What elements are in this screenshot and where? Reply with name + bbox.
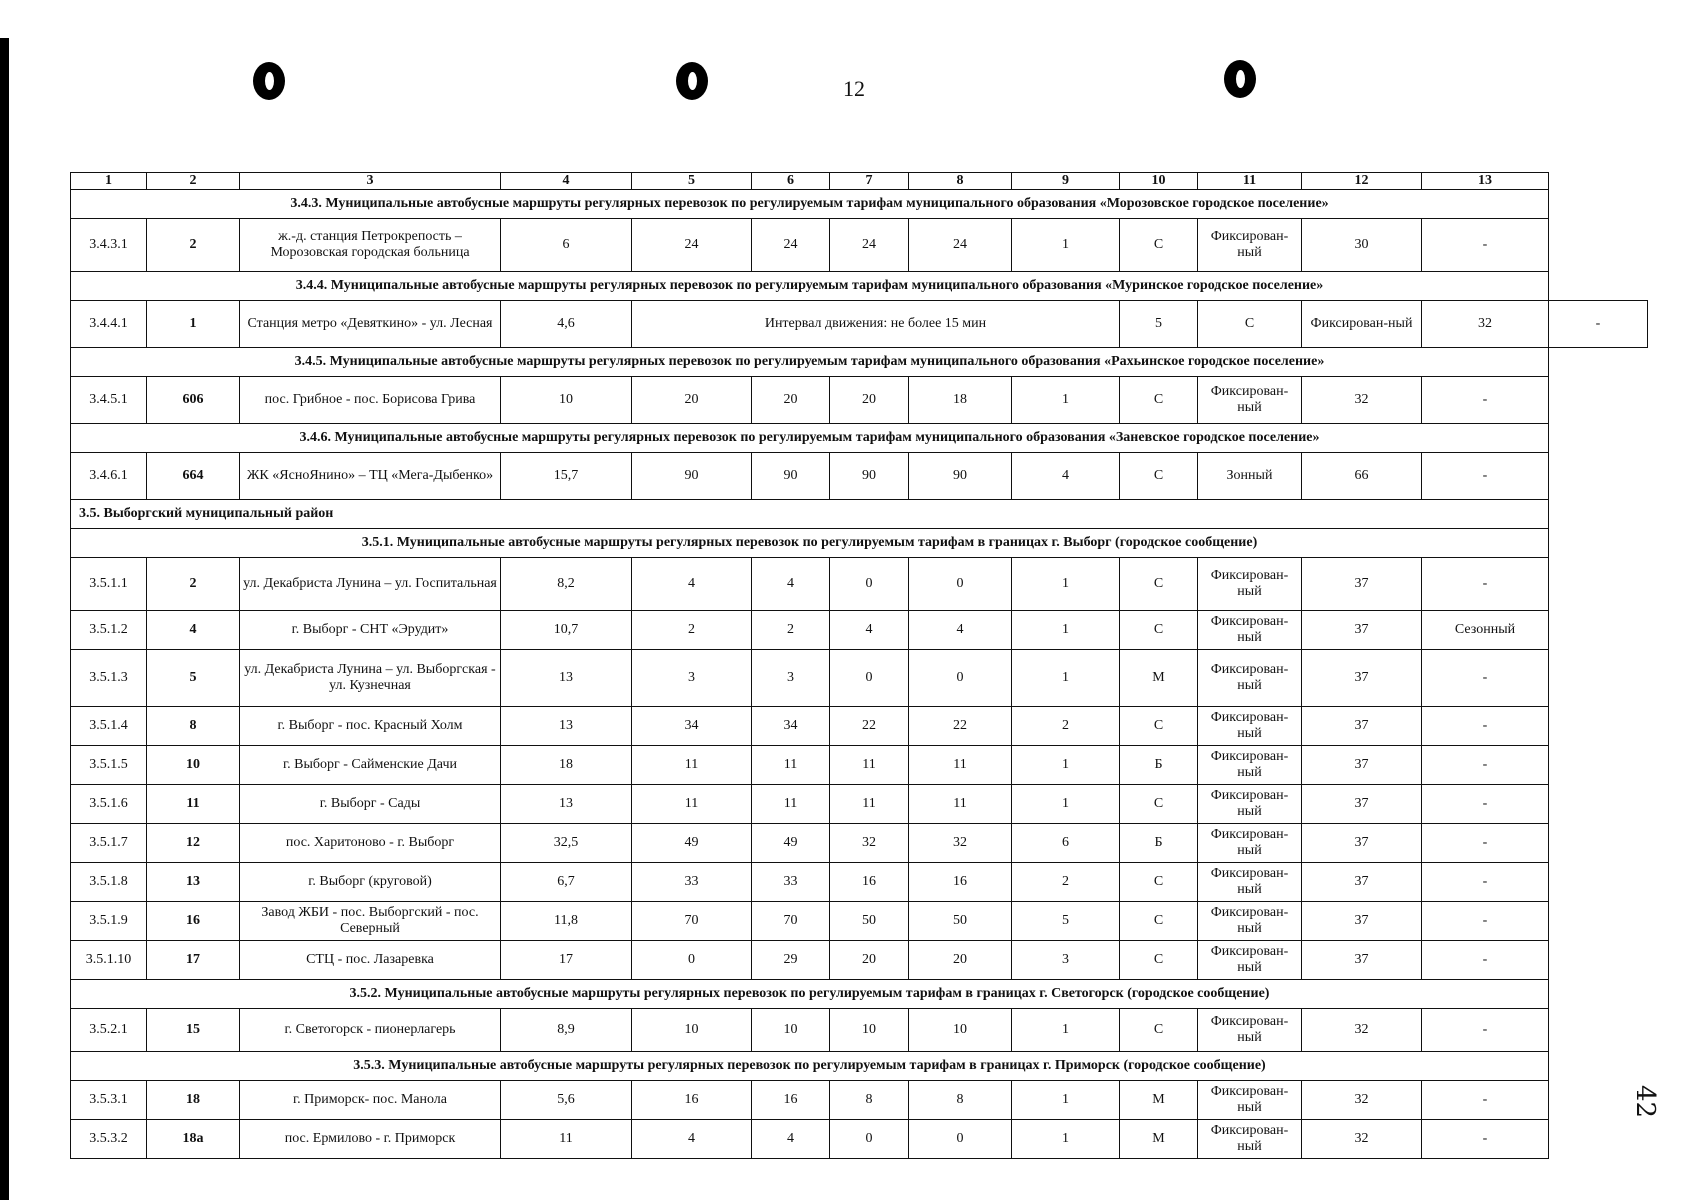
fare: 32 [1302,1081,1422,1120]
column-number-row [71,173,1648,190]
route-number: 2 [147,558,240,611]
cell-col-7: 90 [830,453,909,500]
route-name: СТЦ - пос. Лазаревка [240,941,501,980]
section-heading: 3.5.2. Муниципальные автобусные маршруты регулярных перевозок по регулируемым тарифам в границах г. Светогорск (городское сообщение) [71,980,1549,1009]
cell-col-5: 34 [632,707,752,746]
cell-col-7: 10 [830,1009,909,1052]
remark: - [1422,558,1549,611]
route-number: 17 [147,941,240,980]
route-row [71,1009,1648,1052]
cell-col-5: 0 [632,941,752,980]
route-name: г. Выборг - Сады [240,785,501,824]
cell-col-5: 4 [632,558,752,611]
route-name: Завод ЖБИ - пос. Выборгский - пос. Северный [240,902,501,941]
route-name: г. Выборг - Сайменские Дачи [240,746,501,785]
route-number: 16 [147,902,240,941]
tariff-type: Фиксирован-ный [1198,824,1302,863]
bus-class: С [1120,902,1198,941]
cell-col-7: 11 [830,746,909,785]
cell-col-9: 5 [1012,902,1120,941]
cell-col-6: 20 [752,377,830,424]
route-length-km: 11 [501,1120,632,1159]
fare: 30 [1302,219,1422,272]
tariff-type: Фиксирован-ный [1198,650,1302,707]
route-name: г. Выборг - СНТ «Эрудит» [240,611,501,650]
punch-hole-mark [676,62,708,100]
cell-col-7: 16 [830,863,909,902]
fare: 32 [1302,1009,1422,1052]
bus-class: С [1120,707,1198,746]
fare: 37 [1302,863,1422,902]
route-registry-number: 3.5.1.8 [71,863,147,902]
fare: 37 [1302,785,1422,824]
remark: - [1422,902,1549,941]
route-name: ЖК «ЯсноЯнино» – ТЦ «Мега-Дыбенко» [240,453,501,500]
bus-class: С [1120,558,1198,611]
route-registry-number: 3.5.1.5 [71,746,147,785]
route-number: 12 [147,824,240,863]
cell-col-9: 6 [1012,824,1120,863]
handwritten-page-note: 42 [1630,1085,1660,1119]
route-number: 13 [147,863,240,902]
cell-col-5: 16 [632,1081,752,1120]
section-heading-row [71,272,1648,301]
route-name: пос. Грибное - пос. Борисова Грива [240,377,501,424]
cell-col-7: 0 [830,558,909,611]
cell-col-6: 33 [752,863,830,902]
cell-col-9: 3 [1012,941,1120,980]
cell-col-9: 1 [1012,219,1120,272]
undefined: - [1549,301,1648,348]
column-number: 12 [1302,173,1422,190]
fare: 32 [1302,1120,1422,1159]
cell-col-6: 16 [752,1081,830,1120]
remark: - [1422,785,1549,824]
bus-class: С [1120,785,1198,824]
cell-col-6: 10 [752,1009,830,1052]
route-registry-number: 3.5.1.7 [71,824,147,863]
route-row [71,902,1648,941]
route-number: 664 [147,453,240,500]
cell-col-6: 4 [752,558,830,611]
bus-class: М [1120,1081,1198,1120]
route-registry-number: 3.5.1.10 [71,941,147,980]
cell-col-8: 11 [909,746,1012,785]
cell-col-9: 1 [1012,1120,1120,1159]
route-name: г. Выборг (круговой) [240,863,501,902]
section-heading: 3.5.1. Муниципальные автобусные маршруты регулярных перевозок по регулируемым тарифам в границах г. Выборг (городское сообщение) [71,529,1549,558]
route-row [71,824,1648,863]
column-number: 1 [71,173,147,190]
bus-class: С [1120,219,1198,272]
remark: - [1422,377,1549,424]
route-length-km: 13 [501,785,632,824]
cell-col-8: 90 [909,453,1012,500]
cell-col-7: 32 [830,824,909,863]
tariff-type: Фиксирован-ный [1198,219,1302,272]
cell-col-9: 2 [1012,863,1120,902]
cell-col-5: 11 [632,785,752,824]
cell-col-8: 32 [909,824,1012,863]
route-length-km: 13 [501,707,632,746]
bus-class: 5 [1120,301,1198,348]
route-name: ул. Декабриста Лунина – ул. Госпитальная [240,558,501,611]
route-number: 2 [147,219,240,272]
remark: Сезонный [1422,611,1549,650]
cell-col-9: 1 [1012,785,1120,824]
fare: 37 [1302,824,1422,863]
section-heading: 3.4.5. Муниципальные автобусные маршруты регулярных перевозок по регулируемым тарифам муниципального образования «Рахьинское городское поселение» [71,348,1549,377]
fare: 37 [1302,902,1422,941]
cell-col-5: 24 [632,219,752,272]
remark: - [1422,453,1549,500]
fare: 37 [1302,941,1422,980]
section-heading-row [71,424,1648,453]
route-number: 15 [147,1009,240,1052]
tariff-type: Фиксирован-ный [1198,863,1302,902]
cell-col-6: 3 [752,650,830,707]
tariff-type: Зонный [1198,453,1302,500]
scan-edge-bar [0,38,9,1200]
bus-class: С [1120,863,1198,902]
cell-col-9: 1 [1012,746,1120,785]
cell-col-6: 2 [752,611,830,650]
route-registry-number: 3.5.2.1 [71,1009,147,1052]
route-row [71,301,1648,348]
cell-col-8: 11 [909,785,1012,824]
route-registry-number: 3.4.5.1 [71,377,147,424]
bus-class: С [1120,377,1198,424]
route-row [71,650,1648,707]
column-number: 5 [632,173,752,190]
cell-col-6: 34 [752,707,830,746]
tariff-type: Фиксирован-ный [1198,1120,1302,1159]
cell-col-8: 0 [909,558,1012,611]
route-registry-number: 3.5.1.9 [71,902,147,941]
cell-col-9: 1 [1012,611,1120,650]
cell-col-6: 4 [752,1120,830,1159]
route-name: Станция метро «Девяткино» - ул. Лесная [240,301,501,348]
section-heading-row [71,190,1648,219]
remark: 32 [1422,301,1549,348]
cell-col-6: 90 [752,453,830,500]
route-number: 5 [147,650,240,707]
route-number: 18а [147,1120,240,1159]
route-registry-number: 3.5.1.6 [71,785,147,824]
cell-col-8: 0 [909,1120,1012,1159]
route-number: 606 [147,377,240,424]
cell-col-9: 4 [1012,453,1120,500]
cell-col-8: 20 [909,941,1012,980]
column-number: 3 [240,173,501,190]
cell-col-7: 8 [830,1081,909,1120]
remark: - [1422,1009,1549,1052]
column-number: 13 [1422,173,1549,190]
cell-col-5: 33 [632,863,752,902]
section-heading-row [71,529,1648,558]
route-row [71,941,1648,980]
bus-class: Б [1120,746,1198,785]
bus-class: С [1120,611,1198,650]
route-number: 18 [147,1081,240,1120]
route-length-km: 17 [501,941,632,980]
district-heading: 3.5. Выборгский муниципальный район [71,500,1549,529]
route-length-km: 5,6 [501,1081,632,1120]
tariff-type: Фиксирован-ный [1198,558,1302,611]
remark: - [1422,707,1549,746]
route-name: пос. Харитоново - г. Выборг [240,824,501,863]
route-number: 10 [147,746,240,785]
route-registry-number: 3.4.3.1 [71,219,147,272]
cell-col-5: 2 [632,611,752,650]
route-length-km: 15,7 [501,453,632,500]
punch-hole-mark [1224,60,1256,98]
section-heading: 3.4.4. Муниципальные автобусные маршруты регулярных перевозок по регулируемым тарифам муниципального образования «Муринское городское поселение» [71,272,1549,301]
district-heading-row [71,500,1648,529]
remark: - [1422,219,1549,272]
route-row [71,1081,1648,1120]
route-registry-number: 3.5.1.3 [71,650,147,707]
route-registry-number: 3.5.3.1 [71,1081,147,1120]
cell-col-6: 11 [752,785,830,824]
cell-col-9: 1 [1012,558,1120,611]
cell-col-6: 11 [752,746,830,785]
route-name: г. Выборг - пос. Красный Холм [240,707,501,746]
route-length-km: 32,5 [501,824,632,863]
tariff-type: Фиксирован-ный [1198,611,1302,650]
cell-col-7: 20 [830,941,909,980]
route-row [71,785,1648,824]
cell-col-6: 29 [752,941,830,980]
remark: - [1422,863,1549,902]
remark: - [1422,650,1549,707]
remark: - [1422,1081,1549,1120]
remark: - [1422,1120,1549,1159]
tariff-type: Фиксирован-ный [1198,377,1302,424]
cell-col-6: 70 [752,902,830,941]
routes-table [70,172,1648,1159]
section-heading-row [71,1052,1648,1081]
fare: Фиксирован-ный [1302,301,1422,348]
fare: 37 [1302,746,1422,785]
column-number: 8 [909,173,1012,190]
route-length-km: 8,2 [501,558,632,611]
column-number: 4 [501,173,632,190]
route-row [71,1120,1648,1159]
route-row [71,707,1648,746]
bus-class: Б [1120,824,1198,863]
route-row [71,746,1648,785]
fare: 37 [1302,650,1422,707]
cell-col-5: 90 [632,453,752,500]
route-length-km: 10 [501,377,632,424]
tariff-type: Фиксирован-ный [1198,785,1302,824]
tariff-type: Фиксирован-ный [1198,902,1302,941]
bus-class: С [1120,453,1198,500]
cell-col-9: 1 [1012,1081,1120,1120]
fare: 32 [1302,377,1422,424]
route-row [71,453,1648,500]
cell-col-9: 1 [1012,377,1120,424]
bus-class: С [1120,1009,1198,1052]
route-length-km: 4,6 [501,301,632,348]
remark: - [1422,941,1549,980]
bus-class: М [1120,1120,1198,1159]
route-name: г. Светогорск - пионерлагерь [240,1009,501,1052]
route-number: 1 [147,301,240,348]
cell-col-7: 20 [830,377,909,424]
route-name: ж.-д. станция Петрокрепость – Морозовская городская больница [240,219,501,272]
cell-col-9: 1 [1012,650,1120,707]
cell-col-9: 1 [1012,1009,1120,1052]
route-registry-number: 3.4.4.1 [71,301,147,348]
cell-col-7: 0 [830,650,909,707]
route-registry-number: 3.5.1.1 [71,558,147,611]
tariff-type: Фиксирован-ный [1198,941,1302,980]
route-length-km: 8,9 [501,1009,632,1052]
cell-col-8: 50 [909,902,1012,941]
tariff-type: Фиксирован-ный [1198,1009,1302,1052]
section-heading-row [71,348,1648,377]
route-length-km: 13 [501,650,632,707]
cell-col-8: 16 [909,863,1012,902]
cell-col-7: 4 [830,611,909,650]
cell-col-7: 22 [830,707,909,746]
column-number: 11 [1198,173,1302,190]
route-number: 8 [147,707,240,746]
route-row [71,558,1648,611]
route-registry-number: 3.5.1.2 [71,611,147,650]
cell-col-7: 0 [830,1120,909,1159]
route-row [71,863,1648,902]
route-length-km: 11,8 [501,902,632,941]
cell-col-5: 11 [632,746,752,785]
route-registry-number: 3.4.6.1 [71,453,147,500]
cell-col-5: 4 [632,1120,752,1159]
cell-col-7: 24 [830,219,909,272]
fare: 37 [1302,558,1422,611]
cell-col-7: 50 [830,902,909,941]
cell-col-5: 10 [632,1009,752,1052]
cell-col-5: 3 [632,650,752,707]
tariff-type: Фиксирован-ный [1198,746,1302,785]
route-length-km: 6,7 [501,863,632,902]
cell-col-9: 2 [1012,707,1120,746]
remark: - [1422,746,1549,785]
route-registry-number: 3.5.1.4 [71,707,147,746]
interval-note: Интервал движения: не более 15 мин [632,301,1120,348]
tariff-type: Фиксирован-ный [1198,707,1302,746]
route-number: 11 [147,785,240,824]
route-length-km: 10,7 [501,611,632,650]
page-number: 12 [843,76,865,101]
bus-class: С [1120,941,1198,980]
route-number: 4 [147,611,240,650]
cell-col-8: 4 [909,611,1012,650]
route-name: пос. Ермилово - г. Приморск [240,1120,501,1159]
column-number: 10 [1120,173,1198,190]
cell-col-5: 70 [632,902,752,941]
tariff-type: Фиксирован-ный [1198,1081,1302,1120]
route-row [71,219,1648,272]
cell-col-8: 24 [909,219,1012,272]
cell-col-8: 8 [909,1081,1012,1120]
route-registry-number: 3.5.3.2 [71,1120,147,1159]
cell-col-6: 49 [752,824,830,863]
route-length-km: 18 [501,746,632,785]
route-length-km: 6 [501,219,632,272]
column-number: 2 [147,173,240,190]
cell-col-5: 49 [632,824,752,863]
cell-col-8: 18 [909,377,1012,424]
remark: - [1422,824,1549,863]
route-name: ул. Декабриста Лунина – ул. Выборгская - ул. Кузнечная [240,650,501,707]
section-heading: 3.5.3. Муниципальные автобусные маршруты регулярных перевозок по регулируемым тарифам в границах г. Приморск (городское сообщение) [71,1052,1549,1081]
tariff-type: С [1198,301,1302,348]
column-number: 6 [752,173,830,190]
fare: 37 [1302,611,1422,650]
fare: 66 [1302,453,1422,500]
cell-col-5: 20 [632,377,752,424]
fare: 37 [1302,707,1422,746]
cell-col-8: 0 [909,650,1012,707]
cell-col-6: 24 [752,219,830,272]
section-heading-row [71,980,1648,1009]
route-name: г. Приморск- пос. Манола [240,1081,501,1120]
section-heading: 3.4.6. Муниципальные автобусные маршруты регулярных перевозок по регулируемым тарифам муниципального образования «Заневское городское поселение» [71,424,1549,453]
punch-hole-mark [253,62,285,100]
column-number: 9 [1012,173,1120,190]
route-row [71,377,1648,424]
cell-col-8: 10 [909,1009,1012,1052]
bus-class: М [1120,650,1198,707]
route-row [71,611,1648,650]
cell-col-8: 22 [909,707,1012,746]
section-heading: 3.4.3. Муниципальные автобусные маршруты регулярных перевозок по регулируемым тарифам муниципального образования «Морозовское городское поселение» [71,190,1549,219]
cell-col-7: 11 [830,785,909,824]
column-number: 7 [830,173,909,190]
